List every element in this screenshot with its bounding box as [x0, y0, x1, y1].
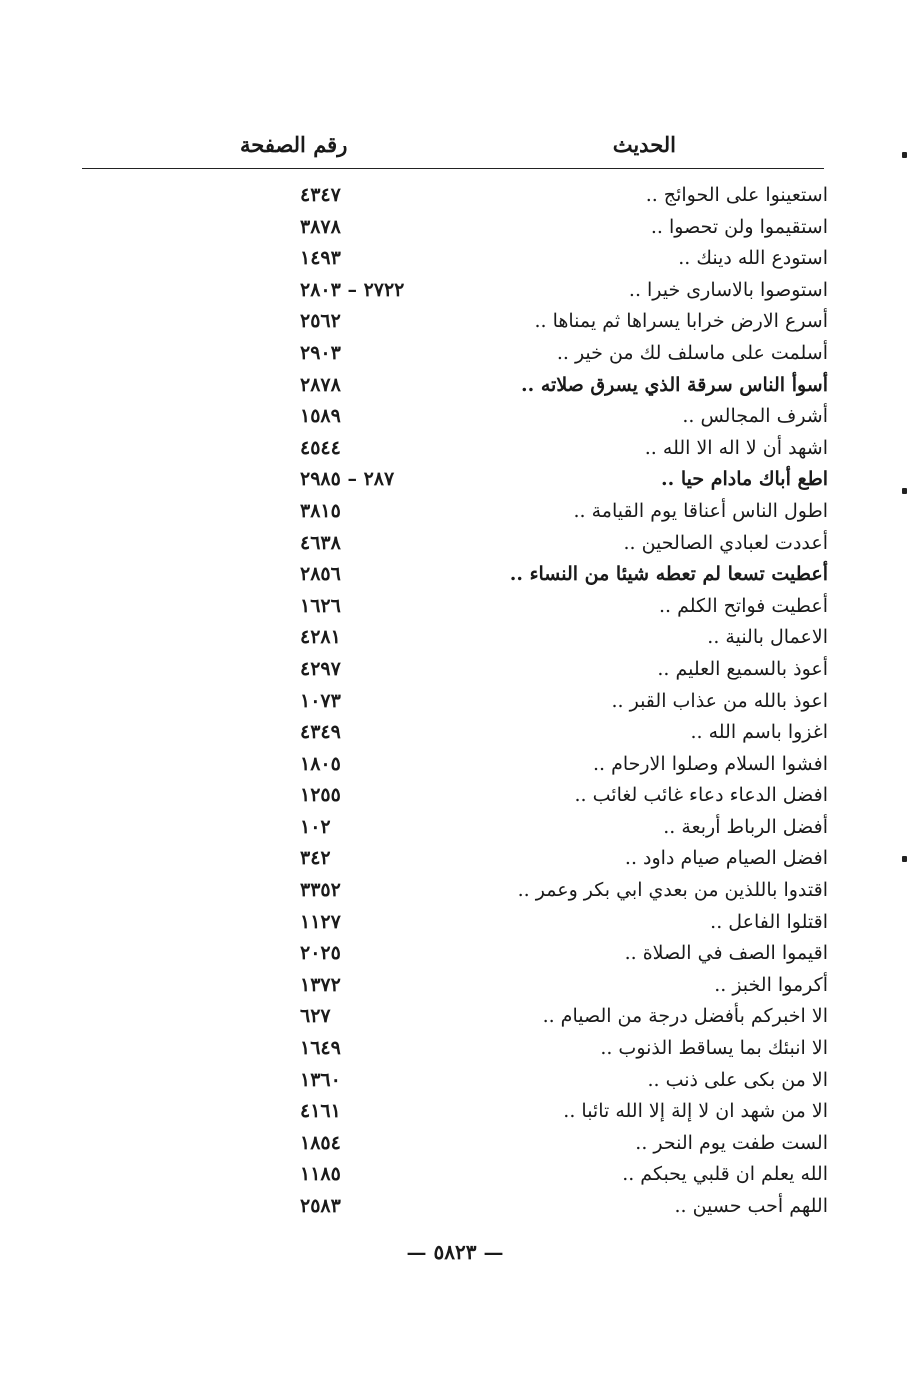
index-row: [0, 559, 910, 591]
hadith-text: استقيموا ولن تحصوا ..: [650, 215, 828, 238]
index-row: [0, 938, 910, 970]
page-reference: ٢٥٨٣: [300, 1195, 341, 1217]
index-row: [0, 686, 910, 718]
page-reference: ٢٨٧٨: [300, 373, 341, 396]
index-row: [0, 306, 910, 338]
hadith-text: أعطيت تسعا لم تعطه شيئا من النساء ..: [509, 563, 828, 586]
index-row: [0, 243, 910, 275]
page-reference: ١١٨٥: [300, 1163, 341, 1186]
page-reference: ٦٢٧: [300, 1005, 331, 1028]
index-row: [0, 433, 910, 465]
index-row: [0, 338, 910, 370]
page-reference: ٤١٦١: [300, 1100, 341, 1123]
page-reference: ٢٩٠٣: [300, 341, 341, 364]
index-row: [0, 622, 910, 654]
scan-mark: [902, 856, 907, 862]
page-reference: ٤٦٣٨: [300, 531, 341, 554]
page-reference: ٢٨٥٦: [300, 563, 341, 586]
index-row: [0, 370, 910, 402]
index-row: [0, 875, 910, 907]
index-list: [0, 180, 910, 1223]
page-reference: ١٠٧٣: [300, 689, 341, 712]
hadith-text: افضل الدعاء دعاء غائب لغائب ..: [574, 784, 828, 807]
hadith-text: الا من شهد ان لا إلة إلا الله تائبا ..: [563, 1100, 828, 1123]
hadith-text: أعوذ بالسميع العليم ..: [657, 657, 828, 680]
page-reference: ١٤٩٣: [300, 247, 341, 270]
index-row: [0, 749, 910, 781]
index-row: [0, 1001, 910, 1033]
page-reference: ٤٣٤٩: [300, 721, 341, 744]
hadith-text: استعينوا على الحوائج ..: [645, 184, 828, 206]
index-row: [0, 496, 910, 528]
hadith-text: أعددت لعبادي الصالحين ..: [623, 531, 828, 554]
hadith-text: اعوذ بالله من عذاب القبر ..: [611, 689, 828, 712]
index-row: [0, 275, 910, 307]
page-reference: ١٣٧٢: [300, 973, 341, 996]
hadith-text: أسلمت على ماسلف لك من خير ..: [556, 341, 828, 364]
page-reference: ٢٠٢٥: [300, 942, 341, 965]
index-row: [0, 1065, 910, 1097]
hadith-text: الا اخبركم بأفضل درجة من الصيام ..: [542, 1005, 828, 1028]
column-header-hadith: الحديث: [612, 132, 676, 157]
index-row: [0, 180, 910, 212]
page-reference: ٣٤٢: [300, 847, 331, 870]
index-row: [0, 212, 910, 244]
hadith-text: أعطيت فواتح الكلم ..: [658, 594, 828, 617]
hadith-text: أفضل الرباط أربعة ..: [663, 815, 828, 838]
page-reference: ٤٣٤٧: [300, 184, 341, 206]
column-header-page-number: رقم الصفحة: [240, 132, 348, 157]
index-row: [0, 464, 910, 496]
page-reference: ١٠٢: [300, 815, 331, 838]
page-reference: ١٨٥٤: [300, 1131, 341, 1154]
page-footer-number: — ٥٨٢٣ —: [406, 1240, 504, 1264]
hadith-text: اشهد أن لا اله الا الله ..: [644, 436, 828, 459]
hadith-text: أسرع الارض خرابا يسراها ثم يمناها ..: [534, 310, 828, 333]
index-row: [0, 907, 910, 939]
page-reference: ١٦٤٩: [300, 1037, 341, 1060]
header-rule: [82, 168, 824, 169]
hadith-text: الا من بكى على ذنب ..: [647, 1068, 828, 1091]
page-reference: ١٥٨٩: [300, 405, 341, 428]
hadith-text: الاعمال بالنية ..: [707, 626, 828, 649]
page-reference: ٤٥٤٤: [300, 436, 341, 459]
page-reference: ٣٨٧٨: [300, 215, 341, 238]
hadith-text: اقيموا الصف في الصلاة ..: [624, 942, 828, 965]
index-row: [0, 528, 910, 560]
hadith-text: افشوا السلام وصلوا الارحام ..: [592, 752, 828, 775]
hadith-text: افضل الصيام صيام داود ..: [624, 847, 828, 870]
index-row: [0, 1191, 910, 1223]
index-row: [0, 1096, 910, 1128]
hadith-text: استودع الله دينك ..: [678, 247, 828, 270]
index-row: [0, 654, 910, 686]
page-reference: ١٣٦٠: [300, 1068, 341, 1091]
hadith-text: الله يعلم ان قلبي يحبكم ..: [622, 1163, 828, 1186]
index-row: [0, 780, 910, 812]
page-reference: ٣٣٥٢: [300, 879, 341, 902]
hadith-text: الا انبئك بما يساقط الذنوب ..: [600, 1037, 828, 1060]
hadith-text: اطع أباك مادام حيا ..: [661, 468, 828, 491]
hadith-text: اغزوا باسم الله ..: [690, 721, 828, 744]
page-reference: ١٢٥٥: [300, 784, 341, 807]
index-row: [0, 591, 910, 623]
index-row: [0, 1128, 910, 1160]
index-row: [0, 1033, 910, 1065]
hadith-text: أكرموا الخبز ..: [714, 973, 828, 996]
scan-mark: [902, 488, 907, 494]
index-row: [0, 812, 910, 844]
hadith-text: أسوأ الناس سرقة الذي يسرق صلاته ..: [521, 373, 828, 396]
index-row: [0, 1159, 910, 1191]
page-reference: ٢٨٧ – ٢٩٨٥: [300, 468, 395, 491]
index-row: [0, 970, 910, 1002]
index-row: [0, 401, 910, 433]
hadith-text: الست طفت يوم النحر ..: [635, 1131, 828, 1154]
hadith-text: اطول الناس أعناقا يوم القيامة ..: [573, 499, 828, 522]
page-reference: ١١٢٧: [300, 910, 341, 933]
hadith-text: استوصوا بالاسارى خيرا ..: [628, 278, 828, 301]
page-reference: ٣٨١٥: [300, 499, 341, 522]
page-reference: ١٦٢٦: [300, 594, 341, 617]
page-reference: ٢٥٦٢: [300, 310, 341, 333]
hadith-text: اقتدوا باللذين من بعدي ابي بكر وعمر ..: [517, 879, 828, 902]
page-reference: ٤٢٩٧: [300, 657, 341, 680]
hadith-text: أشرف المجالس ..: [682, 405, 828, 428]
scan-mark: [902, 152, 907, 158]
hadith-text: اللهم أحب حسين ..: [674, 1195, 828, 1217]
page-reference: ٤٢٨١: [300, 626, 341, 649]
index-row: [0, 717, 910, 749]
page-reference: ٢٧٢٢ – ٢٨٠٣: [300, 278, 405, 301]
index-row: [0, 843, 910, 875]
page-reference: ١٨٠٥: [300, 752, 341, 775]
hadith-text: اقتلوا الفاعل ..: [710, 910, 828, 933]
